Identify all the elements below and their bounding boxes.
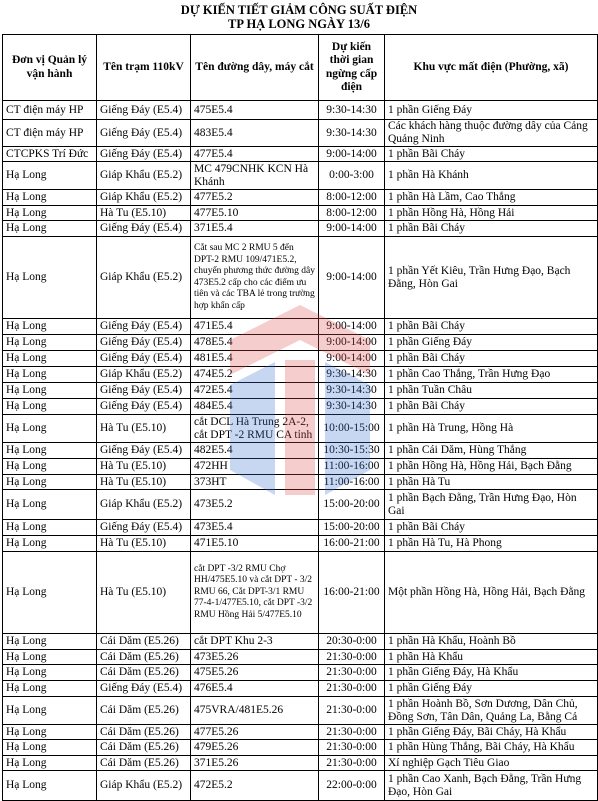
cell-unit: Hạ Long: [3, 367, 97, 383]
cell-station: Hà Tu (E5.10): [97, 206, 191, 221]
cell-unit: Hạ Long: [3, 415, 97, 443]
table-row: [3, 120, 598, 147]
cell-area: 1 phần Cao Xanh, Bạch Đằng, Trần Hưng Đạo, Hòn Gai: [385, 771, 598, 801]
cell-time: 9:00-14:00: [319, 221, 385, 237]
cell-station: Giếng Đáy (E5.4): [97, 383, 191, 399]
cell-area: 1 phần Hồng Hà, Hồng Hải, Bạch Đằng: [385, 459, 598, 475]
cell-line: 476E5.4: [191, 681, 319, 697]
cell-unit: Hạ Long: [3, 756, 97, 771]
cell-area: 1 phần Hà Khánh: [385, 162, 598, 190]
cell-time: 22:00-0:00: [319, 771, 385, 801]
cell-unit: Hạ Long: [3, 162, 97, 190]
cell-unit: Hạ Long: [3, 771, 97, 801]
cell-area: 1 phần Hà Khẩu, Hoành Bồ: [385, 634, 598, 650]
cell-station: Giếng Đáy (E5.4): [97, 101, 191, 120]
cell-area: 1 phần Bãi Cháy: [385, 351, 598, 367]
cell-line: 477E5.2: [191, 190, 319, 206]
table-row: [3, 459, 598, 475]
cell-unit: Hạ Long: [3, 490, 97, 520]
cell-unit: CT điện máy HP: [3, 101, 97, 120]
cell-line: 471E5.4: [191, 319, 319, 335]
cell-unit: Hạ Long: [3, 459, 97, 475]
header-time: Dự kiến thời gian ngừng cấp điện: [319, 35, 385, 101]
table-row: [3, 101, 598, 120]
cell-station: Giếng Đáy (E5.4): [97, 221, 191, 237]
cell-station: Giáp Khẩu (E5.2): [97, 771, 191, 801]
cell-line: 477E5.4: [191, 147, 319, 162]
cell-area: 1 phần Giếng Đáy, Bãi Cháy, Hà Khẩu: [385, 725, 598, 740]
cell-station: Giáp Khẩu (E5.2): [97, 162, 191, 190]
cell-unit: Hạ Long: [3, 443, 97, 459]
cell-station: Hà Tu (E5.10): [97, 552, 191, 634]
cell-area: Các khách hàng thuộc đường dây của Cảng Quảng Ninh: [385, 120, 598, 147]
cell-unit: Hạ Long: [3, 634, 97, 650]
cell-line: 473E5.4: [191, 520, 319, 536]
cell-line: 484E5.4: [191, 399, 319, 415]
cell-time: 21:30-0:00: [319, 725, 385, 740]
cell-line: 473E5.2: [191, 490, 319, 520]
cell-unit: Hạ Long: [3, 681, 97, 697]
cell-station: Cái Dăm (E5.26): [97, 634, 191, 650]
table-row: [3, 681, 598, 697]
table-row: [3, 147, 598, 162]
cell-unit: Hạ Long: [3, 740, 97, 756]
table-row: [3, 415, 598, 443]
cell-line: 472HH: [191, 459, 319, 475]
cell-area: 1 phần Bãi Cháy: [385, 399, 598, 415]
cell-line: 481E5.4: [191, 351, 319, 367]
cell-line: 472E5.2: [191, 771, 319, 801]
cell-area: 1 phần Hùng Thắng, Bãi Cháy, Hà Khẩu: [385, 740, 598, 756]
document-subtitle: TP HẠ LONG NGÀY 13/6: [228, 17, 370, 31]
cell-area: 1 phần Hà Tu, Hà Phong: [385, 536, 598, 552]
cell-time: 10:00-15:00: [319, 415, 385, 443]
cell-line: 373HT: [191, 475, 319, 490]
cell-area: 1 phần Hoành Bồ, Sơn Dương, Dân Chủ, Đồng Sơn, Tân Dân, Quảng La, Bằng Cả: [385, 697, 598, 725]
cell-line: 371E5.26: [191, 756, 319, 771]
table-row: [3, 319, 598, 335]
cell-line: Cắt sau MC 2 RMU 5 đến DPT-2 RMU 109/471E5.2, chuyển phương thức đường dây 473E5.2 cấp cho các điểm ưu tiên và các TBA lẻ trong trường hợp khẩn cấp: [191, 237, 319, 319]
table-body: [3, 101, 598, 801]
cell-unit: Hạ Long: [3, 319, 97, 335]
table-header-row: [3, 35, 598, 101]
cell-unit: Hạ Long: [3, 190, 97, 206]
cell-station: Cái Dăm (E5.26): [97, 756, 191, 771]
table-row: [3, 335, 598, 351]
cell-station: Cái Dăm (E5.26): [97, 665, 191, 681]
cell-station: Cái Dăm (E5.26): [97, 725, 191, 740]
cell-area: Xí nghiệp Gạch Tiêu Giao: [385, 756, 598, 771]
cell-area: 1 phần Hà Khẩu: [385, 650, 598, 665]
cell-time: 15:00-20:00: [319, 490, 385, 520]
table-row: [3, 162, 598, 190]
cell-area: 1 phần Hà Lầm, Cao Thắng: [385, 190, 598, 206]
cell-area: 1 phần Hồng Hà, Hồng Hải: [385, 206, 598, 221]
cell-area: 1 phần Tuần Châu: [385, 383, 598, 399]
cell-area: 1 phần Hà Tu: [385, 475, 598, 490]
cell-unit: Hạ Long: [3, 383, 97, 399]
cell-station: Giáp Khẩu (E5.2): [97, 237, 191, 319]
cell-unit: Hạ Long: [3, 221, 97, 237]
header-line: Tên đường dây, máy cắt: [191, 35, 319, 101]
cell-line: 477E5.10: [191, 206, 319, 221]
table-row: [3, 221, 598, 237]
cell-station: Giếng Đáy (E5.4): [97, 399, 191, 415]
table-row: [3, 490, 598, 520]
cell-unit: CTCPKS Trí Đức: [3, 147, 97, 162]
cell-area: 1 phần Bãi Cháy: [385, 319, 598, 335]
cell-time: 21:30-0:00: [319, 740, 385, 756]
cell-station: Giáp Khẩu (E5.2): [97, 367, 191, 383]
cell-time: 9:00-14:00: [319, 147, 385, 162]
cell-unit: Hạ Long: [3, 552, 97, 634]
header-unit: Đơn vị Quản lý vận hành: [3, 35, 97, 101]
cell-area: 1 phần Giếng Đáy: [385, 101, 598, 120]
cell-station: Giáp Khẩu (E5.2): [97, 190, 191, 206]
cell-station: Giáp Khẩu (E5.2): [97, 490, 191, 520]
cell-line: cắt DCL Hà Trung 2A-2, cắt DPT -2 RMU CA tỉnh: [191, 415, 319, 443]
table-row: [3, 650, 598, 665]
cell-area: Một phần Hồng Hà, Hồng Hải, Bạch Đằng: [385, 552, 598, 634]
cell-station: Hà Tu (E5.10): [97, 415, 191, 443]
cell-unit: Hạ Long: [3, 697, 97, 725]
cell-line: 475E5.4: [191, 101, 319, 120]
table-row: [3, 237, 598, 319]
cell-line: 478E5.4: [191, 335, 319, 351]
cell-time: 11:00-16:00: [319, 475, 385, 490]
cell-line: 477E5.26: [191, 725, 319, 740]
cell-time: 9:30-14:30: [319, 101, 385, 120]
table-row: [3, 552, 598, 634]
cell-time: 21:30-0:00: [319, 681, 385, 697]
cell-station: Cái Dăm (E5.26): [97, 697, 191, 725]
cell-unit: CT điện máy HP: [3, 120, 97, 147]
cell-time: 20:30-0:00: [319, 634, 385, 650]
cell-time: 8:00-12:00: [319, 190, 385, 206]
cell-area: 1 phần Cái Dăm, Hùng Thắng: [385, 443, 598, 459]
cell-time: 9:00-14:00: [319, 351, 385, 367]
cell-area: 1 phần Bạch Đằng, Trần Hưng Đạo, Hòn Gai: [385, 490, 598, 520]
cell-unit: Hạ Long: [3, 725, 97, 740]
cell-unit: Hạ Long: [3, 237, 97, 319]
cell-unit: Hạ Long: [3, 399, 97, 415]
header-station: Tên trạm 110kV: [97, 35, 191, 101]
cell-time: 9:00-14:00: [319, 237, 385, 319]
cell-area: 1 phần Bãi Cháy: [385, 520, 598, 536]
table-row: [3, 725, 598, 740]
outage-schedule-table: [2, 34, 598, 801]
cell-station: Giếng Đáy (E5.4): [97, 351, 191, 367]
cell-station: Giếng Đáy (E5.4): [97, 443, 191, 459]
cell-line: 483E5.4: [191, 120, 319, 147]
cell-station: Giếng Đáy (E5.4): [97, 681, 191, 697]
cell-line: 474E5.2: [191, 367, 319, 383]
cell-line: 472E5.4: [191, 383, 319, 399]
cell-line: MC 479CNHK KCN Hà Khánh: [191, 162, 319, 190]
cell-area: 1 phần Hà Trung, Hồng Hà: [385, 415, 598, 443]
cell-station: Cái Dăm (E5.26): [97, 650, 191, 665]
cell-time: 9:00-14:00: [319, 319, 385, 335]
cell-station: Hà Tu (E5.10): [97, 475, 191, 490]
cell-station: Hà Tu (E5.10): [97, 536, 191, 552]
cell-unit: Hạ Long: [3, 206, 97, 221]
cell-unit: Hạ Long: [3, 536, 97, 552]
cell-time: 9:30-14:30: [319, 383, 385, 399]
table-row: [3, 475, 598, 490]
cell-time: 21:30-0:00: [319, 650, 385, 665]
table-row: [3, 520, 598, 536]
cell-line: 371E5.4: [191, 221, 319, 237]
table-row: [3, 740, 598, 756]
cell-time: 9:00-14:00: [319, 335, 385, 351]
cell-line: cắt DPT -3/2 RMU Chợ HH/475E5.10 và cắt DPT - 3/2 RMU 66, Cắt DPT-3/1 RMU 77-4-1/477E5.10, cắt DPT -3/2 RMU Hồng Hải 5/477E5.10: [191, 552, 319, 634]
table-row: [3, 771, 598, 801]
cell-unit: Hạ Long: [3, 475, 97, 490]
cell-station: Giếng Đáy (E5.4): [97, 335, 191, 351]
cell-area: 1 phần Giếng Đáy, Hà Khẩu: [385, 665, 598, 681]
cell-station: Hà Tu (E5.10): [97, 459, 191, 475]
cell-time: 9:30-14:30: [319, 120, 385, 147]
table-row: [3, 206, 598, 221]
header-area: Khu vực mất điện (Phường, xã): [385, 35, 598, 101]
table-row: [3, 351, 598, 367]
cell-line: 471E5.10: [191, 536, 319, 552]
cell-area: 1 phần Giếng Đáy: [385, 335, 598, 351]
table-row: [3, 383, 598, 399]
cell-unit: Hạ Long: [3, 335, 97, 351]
cell-line: 479E5.26: [191, 740, 319, 756]
cell-area: 1 phần Yết Kiêu, Trần Hưng Đạo, Bạch Đằng, Hòn Gai: [385, 237, 598, 319]
cell-time: 21:30-0:00: [319, 665, 385, 681]
cell-time: 9:30-14:30: [319, 367, 385, 383]
cell-station: Giếng Đáy (E5.4): [97, 520, 191, 536]
table-row: [3, 190, 598, 206]
document-title: DỰ KIẾN TIẾT GIẢM CÔNG SUẤT ĐIỆN: [180, 3, 418, 17]
cell-area: 1 phần Cao Thắng, Trần Hưng Đạo: [385, 367, 598, 383]
cell-time: 0:00-3:00: [319, 162, 385, 190]
cell-line: 473E5.26: [191, 650, 319, 665]
cell-unit: Hạ Long: [3, 520, 97, 536]
table-row: [3, 367, 598, 383]
table-row: [3, 697, 598, 725]
cell-unit: Hạ Long: [3, 650, 97, 665]
cell-unit: Hạ Long: [3, 351, 97, 367]
cell-time: 10:30-15:30: [319, 443, 385, 459]
cell-line: 482E5.4: [191, 443, 319, 459]
cell-time: 16:00-21:00: [319, 552, 385, 634]
cell-time: 8:00-12:00: [319, 206, 385, 221]
cell-time: 11:00-16:00: [319, 459, 385, 475]
cell-station: Giếng Đáy (E5.4): [97, 319, 191, 335]
table-row: [3, 756, 598, 771]
cell-area: 1 phần Bãi Cháy: [385, 221, 598, 237]
cell-time: 16:00-21:00: [319, 536, 385, 552]
table-row: [3, 536, 598, 552]
cell-area: 1 phần Bãi Cháy: [385, 147, 598, 162]
cell-line: 475E5.26: [191, 665, 319, 681]
cell-area: 1 phần Giếng Đáy: [385, 681, 598, 697]
cell-time: 9:30-14:30: [319, 399, 385, 415]
cell-time: 21:30-0:00: [319, 697, 385, 725]
cell-station: Giếng Đáy (E5.4): [97, 147, 191, 162]
cell-unit: Hạ Long: [3, 665, 97, 681]
table-row: [3, 443, 598, 459]
cell-time: 21:30-0:00: [319, 756, 385, 771]
cell-time: 15:00-20:00: [319, 520, 385, 536]
table-row: [3, 399, 598, 415]
table-row: [3, 634, 598, 650]
cell-line: cắt DPT Khu 2-3: [191, 634, 319, 650]
cell-station: Giếng Đáy (E5.4): [97, 120, 191, 147]
cell-station: Cái Dăm (E5.26): [97, 740, 191, 756]
cell-line: 475VRA/481E5.26: [191, 697, 319, 725]
table-row: [3, 665, 598, 681]
